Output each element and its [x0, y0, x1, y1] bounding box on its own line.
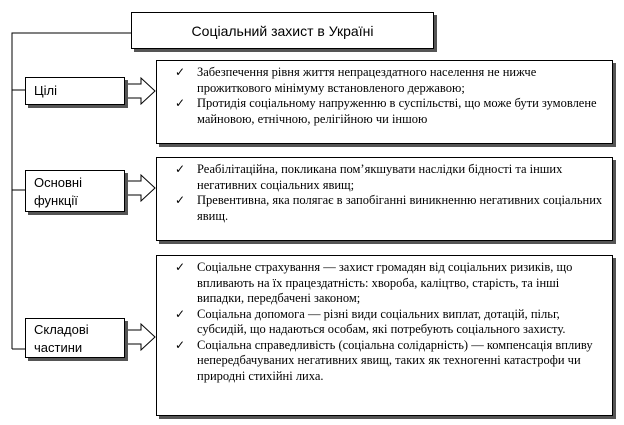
- label-functions: [25, 170, 125, 212]
- label-components: [25, 318, 125, 358]
- content-functions: [156, 157, 613, 241]
- check-icon: ✓: [175, 162, 186, 176]
- content-components: [156, 255, 613, 416]
- label-functions-line-1: Основні: [34, 175, 82, 190]
- check-icon: ✓: [175, 65, 186, 79]
- check-icon: ✓: [175, 337, 186, 352]
- arrow-2: [124, 175, 155, 201]
- list-item: ✓ Превентивна, яка полягає в запобіганні виникненню негативних соціальних явищ.: [175, 193, 603, 223]
- list-item: ✓ Соціальна справедливість (соціальна солідарність) — компенсація впливу непередбачуваних негативних явищ, таких як техногенні катастрофи чи природні стихійні лиха.: [175, 337, 593, 383]
- check-icon: ✓: [175, 193, 186, 207]
- list-item: ✓ Реабілітаційна, покликана пом’якшувати наслідки бідності та інших негативних соціальних явищ;: [175, 162, 563, 192]
- list-item: ✓ Соціальне страхування — захист громадян від соціальних ризиків, що впливають на їх працездатність: хвороба, каліцтво, старість, та інші випадки, передбачені законом;: [175, 260, 573, 305]
- arrow-1: [124, 78, 155, 104]
- content-goals: [156, 60, 613, 144]
- label-components-line-1: Складові: [34, 322, 89, 337]
- arrow-3: [124, 324, 155, 350]
- list-item: ✓ Забезпечення рівня життя непрацездатного населення не нижче прожиткового мінімуму встановленого державою;: [175, 65, 537, 95]
- label-goals: [25, 77, 125, 105]
- diagram-title: Соціальний захист в Україні: [131, 12, 434, 49]
- list-item: ✓ Протидія соціальному напруженню в суспільстві, що може бути зумовлене майновою, етнічною, релігійною чи іншою: [175, 96, 597, 126]
- label-components-line-2: частини: [34, 340, 83, 355]
- label-goals-text: Цілі: [34, 83, 57, 98]
- label-functions-line-2: функції: [34, 193, 78, 208]
- check-icon: ✓: [175, 96, 186, 110]
- check-icon: ✓: [175, 306, 186, 321]
- check-icon: ✓: [175, 260, 186, 274]
- list-item: ✓ Соціальна допомога — різні види соціальних виплат, дотацій, пільг, субсидій, що надаються особам, які потребують соціального захисту.: [175, 306, 566, 336]
